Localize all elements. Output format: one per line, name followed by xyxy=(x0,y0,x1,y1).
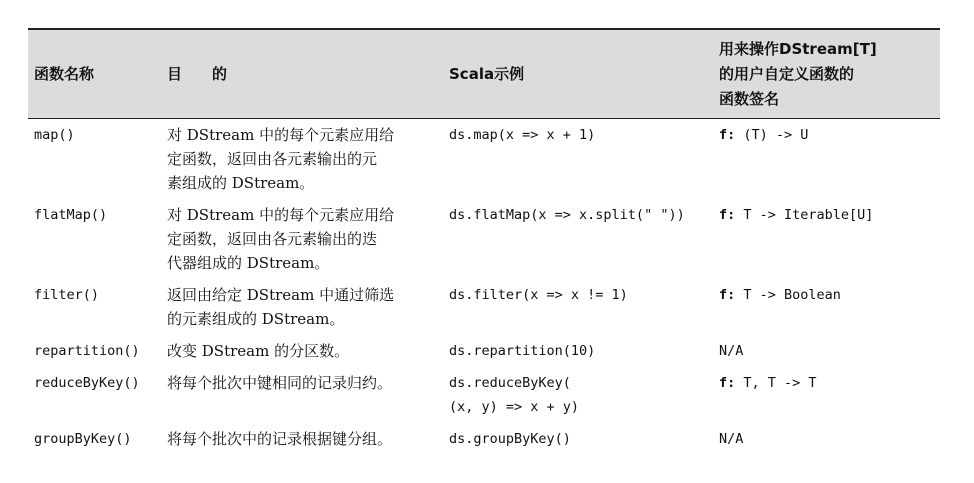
scala-example-cell xyxy=(443,279,713,335)
table-row xyxy=(28,279,940,335)
scala-example-cell xyxy=(443,119,713,200)
signature-cell xyxy=(713,423,940,455)
signature-text: T -> Boolean xyxy=(735,287,841,303)
table-row xyxy=(28,199,940,279)
purpose-cell xyxy=(161,199,443,279)
purpose-line: 对 DStream 中的每个元素应用给 xyxy=(167,126,395,144)
purpose-line: 将每个批次中的记录根据键分组。 xyxy=(167,430,393,448)
purpose-line: 对 DStream 中的每个元素应用给 xyxy=(167,206,395,224)
example-line: ds.map(x => x + 1) xyxy=(449,127,596,143)
signature-cell xyxy=(713,367,940,423)
purpose-line: 将每个批次中键相同的记录归约。 xyxy=(167,374,393,392)
scala-example-cell xyxy=(443,423,713,455)
table-header xyxy=(28,29,940,119)
table-row xyxy=(28,119,940,200)
signature-key: f: xyxy=(719,287,736,303)
example-line: ds.filter(x => x != 1) xyxy=(449,287,628,303)
example-line: ds.repartition(10) xyxy=(449,343,596,359)
scala-example-cell xyxy=(443,199,713,279)
table-row xyxy=(28,335,940,367)
purpose-line: 定函数，返回由各元素输出的迭 xyxy=(167,230,378,248)
function-name-cell: reduceByKey() xyxy=(34,375,140,391)
header-signature-line: 函数签名 xyxy=(719,89,780,108)
purpose-cell xyxy=(161,119,443,200)
example-line: ds.flatMap(x => x.split(" ")) xyxy=(449,207,685,223)
purpose-cell xyxy=(161,423,443,455)
header-scala-example: Scala示例 xyxy=(443,29,713,119)
purpose-line: 返回由给定 DStream 中通过筛选 xyxy=(167,286,395,304)
dstream-transformations-table xyxy=(28,28,940,455)
table-row xyxy=(28,367,940,423)
signature-text: N/A xyxy=(719,431,744,447)
scala-example-cell xyxy=(443,367,713,423)
header-udf-signature xyxy=(713,29,940,119)
signature-text: T, T -> T xyxy=(735,375,817,391)
purpose-cell xyxy=(161,279,443,335)
purpose-line: 素组成的 DStream。 xyxy=(167,174,315,192)
header-function-name: 函数名称 xyxy=(28,29,161,119)
header-purpose: 目 的 xyxy=(161,29,443,119)
signature-text: N/A xyxy=(719,343,744,359)
signature-cell xyxy=(713,199,940,279)
function-name-cell: map() xyxy=(34,127,75,143)
header-row xyxy=(28,29,940,119)
signature-key: f: xyxy=(719,375,736,391)
signature-text: T -> Iterable[U] xyxy=(735,207,874,223)
purpose-line: 定函数，返回由各元素输出的元 xyxy=(167,150,378,168)
table-row xyxy=(28,423,940,455)
function-name-cell: groupByKey() xyxy=(34,431,132,447)
signature-cell xyxy=(713,335,940,367)
purpose-cell xyxy=(161,335,443,367)
example-line: (x, y) => x + y) xyxy=(449,399,580,415)
header-signature-line: 用来操作DStream[T] xyxy=(719,39,877,58)
example-line: ds.groupByKey() xyxy=(449,431,571,447)
purpose-line: 代器组成的 DStream。 xyxy=(167,254,330,272)
signature-cell xyxy=(713,119,940,200)
table-body xyxy=(28,119,940,456)
purpose-cell xyxy=(161,367,443,423)
example-line: ds.reduceByKey( xyxy=(449,375,571,391)
purpose-line: 改变 DStream 的分区数。 xyxy=(167,342,350,360)
purpose-line: 的元素组成的 DStream。 xyxy=(167,310,345,328)
function-name-cell: repartition() xyxy=(34,343,140,359)
signature-cell xyxy=(713,279,940,335)
scala-example-cell xyxy=(443,335,713,367)
signature-key: f: xyxy=(719,207,736,223)
signature-text: (T) -> U xyxy=(735,127,809,143)
function-name-cell: filter() xyxy=(34,287,100,303)
function-name-cell: flatMap() xyxy=(34,207,108,223)
signature-key: f: xyxy=(719,127,736,143)
header-signature-line: 的用户自定义函数的 xyxy=(719,64,855,83)
